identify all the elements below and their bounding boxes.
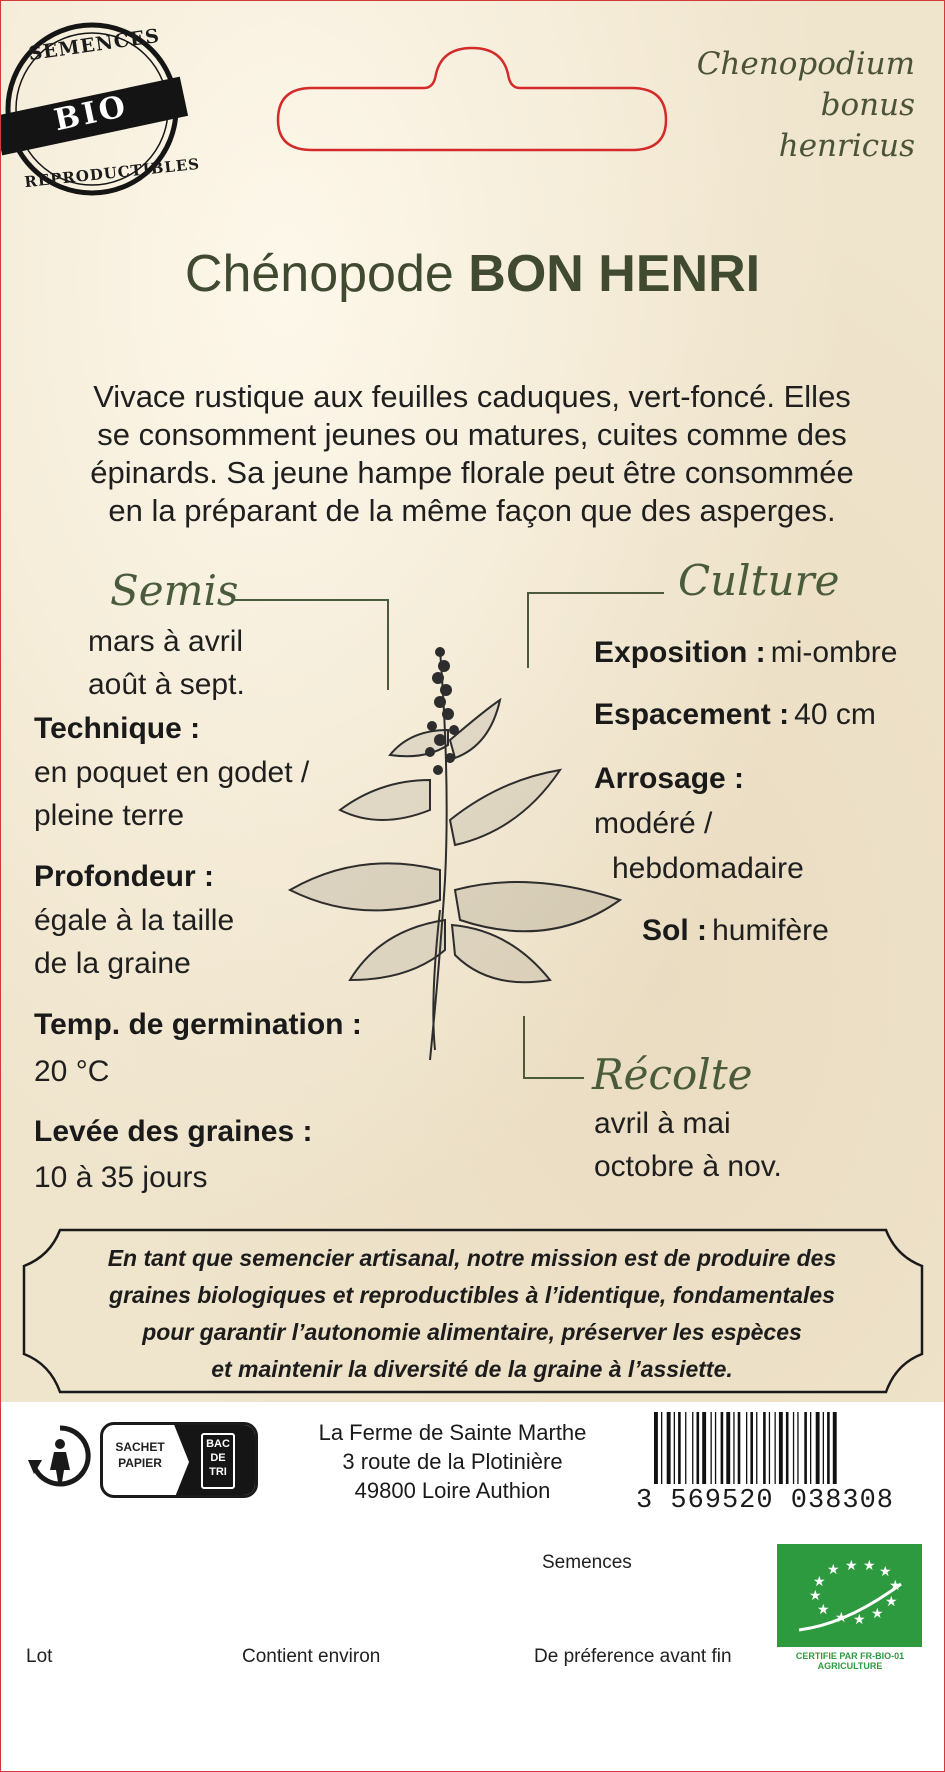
barcode-bar [685, 1412, 686, 1484]
triman-recycle-icon [24, 1422, 96, 1488]
barcode-bar [833, 1412, 837, 1484]
svg-text:★: ★ [853, 1612, 866, 1628]
barcode-bar [746, 1412, 747, 1484]
svg-text:★: ★ [813, 1574, 826, 1590]
svg-text:★: ★ [835, 1610, 848, 1626]
semis-period: mars à avril [88, 625, 244, 658]
barcode-bar [733, 1412, 734, 1484]
svg-text:★: ★ [845, 1558, 858, 1574]
barcode-bar [692, 1412, 693, 1484]
barcode-bar [711, 1412, 712, 1484]
description-line: en la préparant de la même façon que des asperges. [108, 493, 836, 528]
badge-bio-text: BIO [51, 88, 132, 139]
barcode-bar [738, 1412, 741, 1484]
eu-organic-logo [777, 1544, 922, 1647]
arrosage-label: Arrosage : [594, 762, 745, 795]
eu-leaf-stars-icon [777, 1544, 922, 1647]
latin-line: bonus [820, 87, 915, 123]
title-bold: BON HENRI [468, 245, 761, 303]
contient-label: Contient environ [242, 1646, 381, 1667]
barcode-bar [702, 1412, 706, 1484]
barcode-bar [827, 1412, 830, 1484]
profondeur-value: de la graine [34, 947, 191, 980]
levee-value: 10 à 35 jours [34, 1161, 208, 1194]
latin-line: Chenopodium [696, 46, 915, 82]
espacement-row [594, 698, 876, 732]
profondeur-label: Profondeur : [34, 860, 214, 893]
mission-statement [38, 1228, 906, 1390]
recolte-period: octobre à nov. [594, 1150, 782, 1183]
svg-text:★: ★ [817, 1602, 830, 1618]
barcode-bar [810, 1412, 811, 1484]
sol-value: humifère [712, 914, 829, 947]
sachet-label [103, 1439, 177, 1471]
barcode-bar [793, 1412, 794, 1484]
barcode-bar [654, 1412, 658, 1484]
barcode-bar [715, 1412, 716, 1484]
technique-value: pleine terre [34, 799, 185, 832]
svg-text:★: ★ [827, 1562, 840, 1578]
bac-line: TRI [209, 1466, 227, 1478]
bac-line: BAC [206, 1438, 230, 1450]
mission-line: pour garantir l’autonomie alimentaire, préserver les espèces [142, 1319, 802, 1345]
arrosage-value: modéré / [594, 807, 713, 840]
semis-heading: Semis [110, 566, 239, 615]
barcode-bar [779, 1412, 783, 1484]
barcode-bar [697, 1412, 700, 1484]
espacement-value: 40 cm [794, 698, 876, 731]
profondeur-value: égale à la taille [34, 904, 235, 937]
svg-text:★: ★ [863, 1558, 876, 1574]
technique-label: Technique : [34, 712, 201, 745]
eu-cert-line: CERTIFIE PAR FR-BIO-01 [795, 1651, 905, 1661]
culture-heading: Culture [678, 556, 840, 605]
description-line: Vivace rustique aux feuilles caduques, vert-foncé. Elles [93, 379, 851, 414]
address-line: 3 route de la Plotinière [342, 1449, 563, 1474]
barcode-bar [823, 1412, 824, 1484]
eu-cert-line: AGRICULTURE [817, 1661, 883, 1671]
eu-cert-text [770, 1651, 930, 1671]
sachet-papier-badge [100, 1422, 258, 1498]
svg-text:★: ★ [809, 1588, 822, 1604]
temp-label: Temp. de germination : [34, 1008, 362, 1041]
technique-value: en poquet en godet / [34, 756, 310, 789]
exposition-label: Exposition : [594, 636, 766, 669]
espacement-label: Espacement : [594, 698, 790, 731]
barcode-bar [750, 1412, 753, 1484]
barcode-bar [786, 1412, 789, 1484]
badge-bottom-text: REPRODUCTIBLES [23, 154, 201, 192]
sachet-line: SACHET [115, 1440, 165, 1454]
description-line: épinards. Sa jeune hampe florale peut être consommée [90, 455, 854, 490]
temp-value: 20 °C [34, 1055, 110, 1088]
mission-line: En tant que semencier artisanal, notre mission est de produire des [107, 1245, 837, 1271]
barcode-bar [816, 1412, 820, 1484]
barcode-bar [756, 1412, 757, 1484]
address-line: La Ferme de Sainte Marthe [318, 1420, 587, 1445]
arrosage-value: hebdomadaire [612, 852, 804, 885]
exposition-row [594, 636, 897, 670]
exposition-value: mi-ombre [770, 636, 898, 669]
bac-label [201, 1437, 235, 1479]
barcode-bar [721, 1412, 724, 1484]
svg-text:★: ★ [889, 1578, 902, 1594]
latin-line: henricus [778, 128, 915, 164]
mission-line: graines biologiques et reproductibles à l’identique, fondamentales [109, 1282, 835, 1308]
recolte-period: avril à mai [594, 1107, 731, 1140]
barcode-bar [797, 1412, 798, 1484]
barcode-bar [769, 1412, 770, 1484]
svg-text:★: ★ [879, 1564, 892, 1580]
levee-label: Levée des graines : [34, 1115, 313, 1148]
preference-label: De préference avant fin [534, 1646, 732, 1667]
barcode-bar [763, 1412, 766, 1484]
barcode-bar [775, 1412, 776, 1484]
barcode-bar [678, 1412, 681, 1484]
sol-label: Sol : [642, 914, 707, 947]
bac-line: DE [210, 1452, 226, 1464]
sol-row [642, 914, 829, 948]
sachet-line: PAPIER [118, 1456, 162, 1470]
barcode-bar [661, 1412, 662, 1484]
recolte-heading: Récolte [592, 1050, 753, 1099]
barcode-bar [667, 1412, 671, 1484]
lot-label: Lot [26, 1646, 53, 1667]
barcode-icon [652, 1412, 902, 1484]
address-line: 49800 Loire Authion [354, 1478, 551, 1503]
svg-text:★: ★ [885, 1594, 898, 1610]
producer-address [290, 1418, 615, 1505]
barcode-bar [804, 1412, 807, 1484]
mission-line: et maintenir la diversité de la graine à l’assiette. [211, 1356, 733, 1382]
svg-text:★: ★ [871, 1606, 884, 1622]
barcode-bar [726, 1412, 730, 1484]
title-light: Chénopode [184, 245, 454, 303]
semis-period: août à sept. [88, 668, 245, 701]
description-line: se consomment jeunes ou matures, cuites comme des [97, 417, 847, 452]
badge-top-text: SEMENCES [27, 24, 162, 66]
barcode-number: 3 569520 038308 [635, 1486, 895, 1516]
semences-label: Semences [542, 1552, 632, 1573]
barcode-bar [674, 1412, 675, 1484]
